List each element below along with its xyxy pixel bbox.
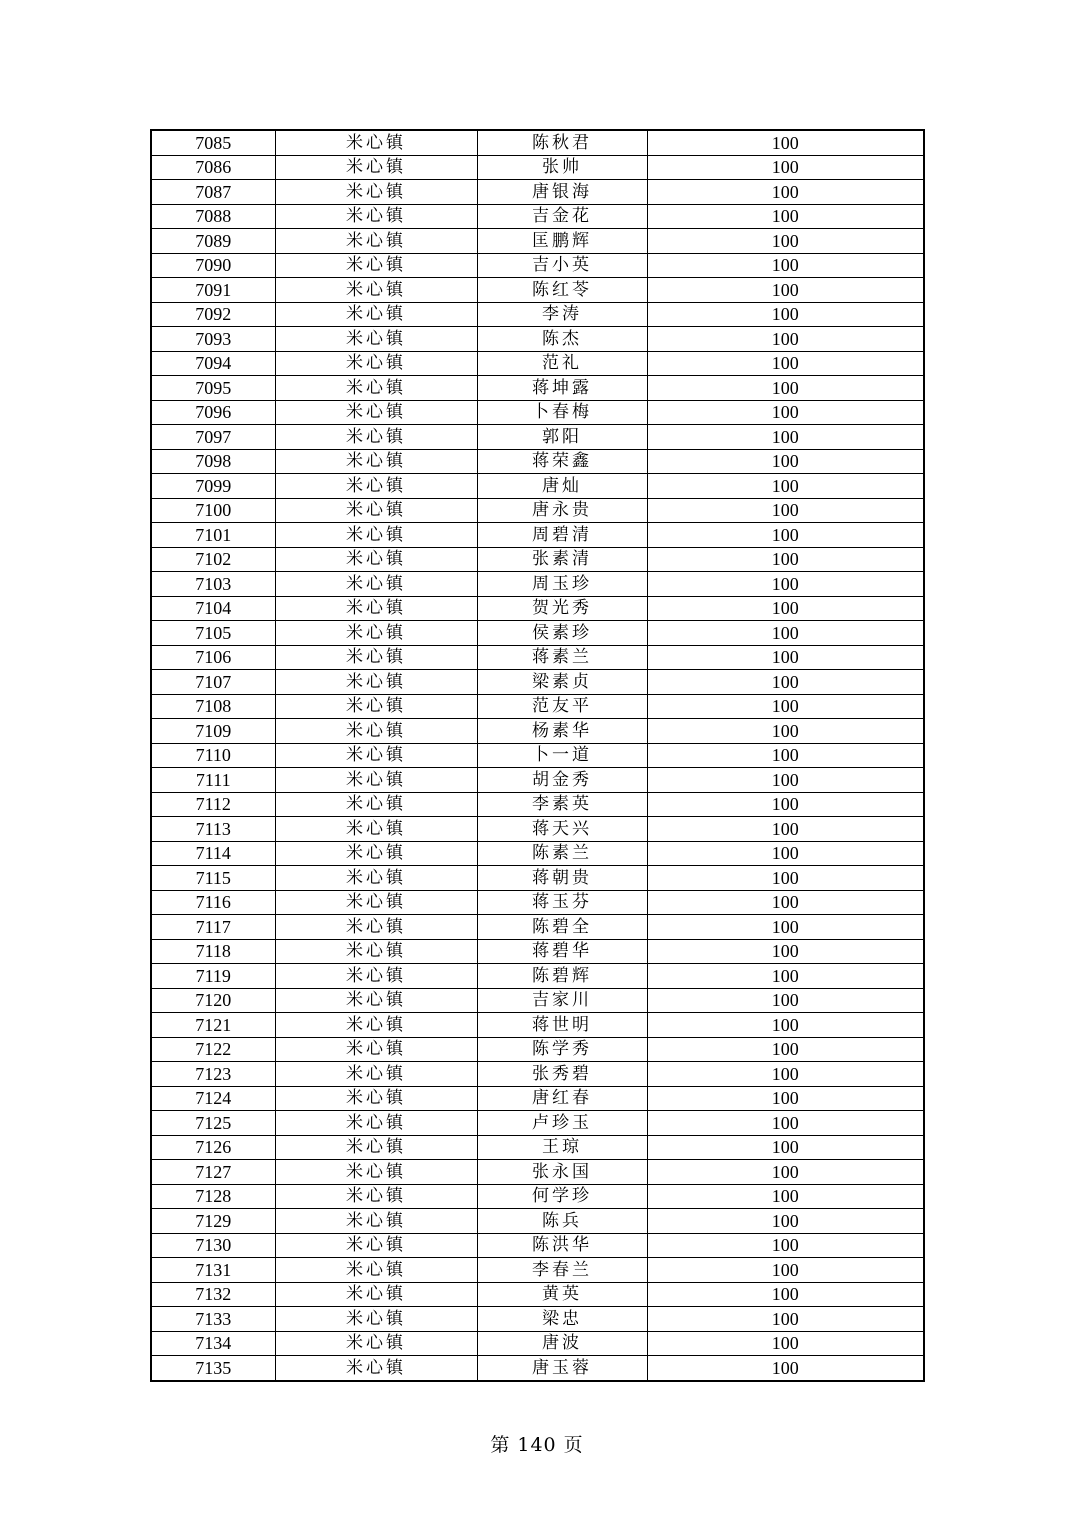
page-number: 第 140 页 bbox=[490, 1434, 584, 1456]
row-number-cell: 7118 bbox=[151, 939, 275, 964]
town-cell: 米心镇 bbox=[275, 155, 477, 180]
amount-cell: 100 bbox=[647, 1209, 924, 1234]
town-cell: 米心镇 bbox=[275, 621, 477, 646]
table-row bbox=[151, 572, 924, 597]
row-number-cell: 7097 bbox=[151, 425, 275, 450]
table-row bbox=[151, 694, 924, 719]
amount-cell: 100 bbox=[647, 400, 924, 425]
town-cell: 米心镇 bbox=[275, 449, 477, 474]
town-cell: 米心镇 bbox=[275, 1062, 477, 1087]
town-cell: 米心镇 bbox=[275, 253, 477, 278]
row-number-cell: 7086 bbox=[151, 155, 275, 180]
row-number-cell: 7115 bbox=[151, 866, 275, 891]
table-row bbox=[151, 523, 924, 548]
amount-cell: 100 bbox=[647, 988, 924, 1013]
town-cell: 米心镇 bbox=[275, 1307, 477, 1332]
table-row bbox=[151, 841, 924, 866]
row-number-cell: 7122 bbox=[151, 1037, 275, 1062]
amount-cell: 100 bbox=[647, 1356, 924, 1381]
amount-cell: 100 bbox=[647, 474, 924, 499]
town-cell: 米心镇 bbox=[275, 841, 477, 866]
town-cell: 米心镇 bbox=[275, 645, 477, 670]
table-row bbox=[151, 645, 924, 670]
town-cell: 米心镇 bbox=[275, 547, 477, 572]
town-cell: 米心镇 bbox=[275, 425, 477, 450]
amount-cell: 100 bbox=[647, 792, 924, 817]
person-name-cell: 卢珍玉 bbox=[477, 1111, 647, 1136]
row-number-cell: 7120 bbox=[151, 988, 275, 1013]
person-name-cell: 周碧清 bbox=[477, 523, 647, 548]
amount-cell: 100 bbox=[647, 130, 924, 155]
town-cell: 米心镇 bbox=[275, 1037, 477, 1062]
amount-cell: 100 bbox=[647, 1282, 924, 1307]
amount-cell: 100 bbox=[647, 645, 924, 670]
person-name-cell: 卜一道 bbox=[477, 743, 647, 768]
amount-cell: 100 bbox=[647, 1233, 924, 1258]
table-row bbox=[151, 1209, 924, 1234]
town-cell: 米心镇 bbox=[275, 694, 477, 719]
amount-cell: 100 bbox=[647, 351, 924, 376]
person-name-cell: 何学珍 bbox=[477, 1184, 647, 1209]
table-row bbox=[151, 327, 924, 352]
amount-cell: 100 bbox=[647, 523, 924, 548]
town-cell: 米心镇 bbox=[275, 229, 477, 254]
person-name-cell: 李涛 bbox=[477, 302, 647, 327]
row-number-cell: 7130 bbox=[151, 1233, 275, 1258]
amount-cell: 100 bbox=[647, 498, 924, 523]
table-row bbox=[151, 817, 924, 842]
amount-cell: 100 bbox=[647, 155, 924, 180]
table-row bbox=[151, 180, 924, 205]
amount-cell: 100 bbox=[647, 1184, 924, 1209]
amount-cell: 100 bbox=[647, 204, 924, 229]
amount-cell: 100 bbox=[647, 890, 924, 915]
amount-cell: 100 bbox=[647, 547, 924, 572]
town-cell: 米心镇 bbox=[275, 670, 477, 695]
table-row bbox=[151, 130, 924, 155]
town-cell: 米心镇 bbox=[275, 400, 477, 425]
amount-cell: 100 bbox=[647, 621, 924, 646]
town-cell: 米心镇 bbox=[275, 1160, 477, 1185]
row-number-cell: 7102 bbox=[151, 547, 275, 572]
row-number-cell: 7127 bbox=[151, 1160, 275, 1185]
town-cell: 米心镇 bbox=[275, 866, 477, 891]
table-row bbox=[151, 621, 924, 646]
person-name-cell: 蒋荣鑫 bbox=[477, 449, 647, 474]
person-name-cell: 李春兰 bbox=[477, 1258, 647, 1283]
town-cell: 米心镇 bbox=[275, 817, 477, 842]
amount-cell: 100 bbox=[647, 449, 924, 474]
table-row bbox=[151, 547, 924, 572]
roster-table-body bbox=[151, 130, 924, 1381]
table-row bbox=[151, 1356, 924, 1381]
amount-cell: 100 bbox=[647, 302, 924, 327]
person-name-cell: 吉金花 bbox=[477, 204, 647, 229]
table-row bbox=[151, 792, 924, 817]
person-name-cell: 范友平 bbox=[477, 694, 647, 719]
amount-cell: 100 bbox=[647, 1331, 924, 1356]
person-name-cell: 唐波 bbox=[477, 1331, 647, 1356]
table-row bbox=[151, 155, 924, 180]
row-number-cell: 7116 bbox=[151, 890, 275, 915]
person-name-cell: 唐银海 bbox=[477, 180, 647, 205]
person-name-cell: 蒋碧华 bbox=[477, 939, 647, 964]
person-name-cell: 黄英 bbox=[477, 1282, 647, 1307]
person-name-cell: 匡鹏辉 bbox=[477, 229, 647, 254]
row-number-cell: 7133 bbox=[151, 1307, 275, 1332]
row-number-cell: 7107 bbox=[151, 670, 275, 695]
person-name-cell: 唐玉蓉 bbox=[477, 1356, 647, 1381]
table-row bbox=[151, 890, 924, 915]
town-cell: 米心镇 bbox=[275, 180, 477, 205]
person-name-cell: 蒋玉芬 bbox=[477, 890, 647, 915]
amount-cell: 100 bbox=[647, 229, 924, 254]
table-row bbox=[151, 915, 924, 940]
table-row bbox=[151, 474, 924, 499]
row-number-cell: 7104 bbox=[151, 596, 275, 621]
amount-cell: 100 bbox=[647, 719, 924, 744]
town-cell: 米心镇 bbox=[275, 743, 477, 768]
amount-cell: 100 bbox=[647, 1086, 924, 1111]
town-cell: 米心镇 bbox=[275, 890, 477, 915]
person-name-cell: 蒋坤露 bbox=[477, 376, 647, 401]
row-number-cell: 7134 bbox=[151, 1331, 275, 1356]
table-row bbox=[151, 1013, 924, 1038]
amount-cell: 100 bbox=[647, 1111, 924, 1136]
town-cell: 米心镇 bbox=[275, 1356, 477, 1381]
table-row bbox=[151, 1282, 924, 1307]
town-cell: 米心镇 bbox=[275, 376, 477, 401]
person-name-cell: 陈兵 bbox=[477, 1209, 647, 1234]
town-cell: 米心镇 bbox=[275, 1331, 477, 1356]
table-row bbox=[151, 449, 924, 474]
town-cell: 米心镇 bbox=[275, 572, 477, 597]
amount-cell: 100 bbox=[647, 1062, 924, 1087]
town-cell: 米心镇 bbox=[275, 204, 477, 229]
amount-cell: 100 bbox=[647, 596, 924, 621]
row-number-cell: 7093 bbox=[151, 327, 275, 352]
amount-cell: 100 bbox=[647, 939, 924, 964]
row-number-cell: 7126 bbox=[151, 1135, 275, 1160]
person-name-cell: 梁素贞 bbox=[477, 670, 647, 695]
town-cell: 米心镇 bbox=[275, 596, 477, 621]
person-name-cell: 王琼 bbox=[477, 1135, 647, 1160]
row-number-cell: 7110 bbox=[151, 743, 275, 768]
person-name-cell: 吉小英 bbox=[477, 253, 647, 278]
person-name-cell: 陈红苓 bbox=[477, 278, 647, 303]
table-row bbox=[151, 376, 924, 401]
table-row bbox=[151, 229, 924, 254]
town-cell: 米心镇 bbox=[275, 792, 477, 817]
person-name-cell: 唐红春 bbox=[477, 1086, 647, 1111]
row-number-cell: 7099 bbox=[151, 474, 275, 499]
person-name-cell: 胡金秀 bbox=[477, 768, 647, 793]
table-row bbox=[151, 1233, 924, 1258]
row-number-cell: 7095 bbox=[151, 376, 275, 401]
row-number-cell: 7106 bbox=[151, 645, 275, 670]
row-number-cell: 7085 bbox=[151, 130, 275, 155]
row-number-cell: 7108 bbox=[151, 694, 275, 719]
person-name-cell: 陈碧辉 bbox=[477, 964, 647, 989]
amount-cell: 100 bbox=[647, 841, 924, 866]
person-name-cell: 蒋世明 bbox=[477, 1013, 647, 1038]
row-number-cell: 7117 bbox=[151, 915, 275, 940]
amount-cell: 100 bbox=[647, 1160, 924, 1185]
person-name-cell: 周玉珍 bbox=[477, 572, 647, 597]
town-cell: 米心镇 bbox=[275, 1086, 477, 1111]
person-name-cell: 郭阳 bbox=[477, 425, 647, 450]
town-cell: 米心镇 bbox=[275, 302, 477, 327]
person-name-cell: 侯素珍 bbox=[477, 621, 647, 646]
town-cell: 米心镇 bbox=[275, 1282, 477, 1307]
town-cell: 米心镇 bbox=[275, 1233, 477, 1258]
person-name-cell: 卜春梅 bbox=[477, 400, 647, 425]
amount-cell: 100 bbox=[647, 670, 924, 695]
person-name-cell: 梁忠 bbox=[477, 1307, 647, 1332]
amount-cell: 100 bbox=[647, 817, 924, 842]
row-number-cell: 7123 bbox=[151, 1062, 275, 1087]
table-row bbox=[151, 988, 924, 1013]
amount-cell: 100 bbox=[647, 1037, 924, 1062]
person-name-cell: 陈秋君 bbox=[477, 130, 647, 155]
row-number-cell: 7100 bbox=[151, 498, 275, 523]
town-cell: 米心镇 bbox=[275, 1135, 477, 1160]
person-name-cell: 杨素华 bbox=[477, 719, 647, 744]
table-row bbox=[151, 1062, 924, 1087]
table-row bbox=[151, 1258, 924, 1283]
table-row bbox=[151, 204, 924, 229]
town-cell: 米心镇 bbox=[275, 939, 477, 964]
town-cell: 米心镇 bbox=[275, 523, 477, 548]
table-row bbox=[151, 1331, 924, 1356]
table-row bbox=[151, 302, 924, 327]
amount-cell: 100 bbox=[647, 1307, 924, 1332]
table-row bbox=[151, 278, 924, 303]
row-number-cell: 7129 bbox=[151, 1209, 275, 1234]
table-row bbox=[151, 253, 924, 278]
town-cell: 米心镇 bbox=[275, 1258, 477, 1283]
person-name-cell: 张帅 bbox=[477, 155, 647, 180]
person-name-cell: 陈素兰 bbox=[477, 841, 647, 866]
row-number-cell: 7112 bbox=[151, 792, 275, 817]
row-number-cell: 7135 bbox=[151, 1356, 275, 1381]
person-name-cell: 陈杰 bbox=[477, 327, 647, 352]
person-name-cell: 蒋素兰 bbox=[477, 645, 647, 670]
town-cell: 米心镇 bbox=[275, 474, 477, 499]
row-number-cell: 7125 bbox=[151, 1111, 275, 1136]
amount-cell: 100 bbox=[647, 327, 924, 352]
town-cell: 米心镇 bbox=[275, 1209, 477, 1234]
person-name-cell: 贺光秀 bbox=[477, 596, 647, 621]
person-name-cell: 吉家川 bbox=[477, 988, 647, 1013]
table-row bbox=[151, 351, 924, 376]
amount-cell: 100 bbox=[647, 1258, 924, 1283]
amount-cell: 100 bbox=[647, 694, 924, 719]
person-name-cell: 蒋天兴 bbox=[477, 817, 647, 842]
row-number-cell: 7098 bbox=[151, 449, 275, 474]
row-number-cell: 7091 bbox=[151, 278, 275, 303]
town-cell: 米心镇 bbox=[275, 915, 477, 940]
table-row bbox=[151, 1160, 924, 1185]
table-row bbox=[151, 1037, 924, 1062]
row-number-cell: 7111 bbox=[151, 768, 275, 793]
table-row bbox=[151, 1111, 924, 1136]
town-cell: 米心镇 bbox=[275, 327, 477, 352]
row-number-cell: 7132 bbox=[151, 1282, 275, 1307]
person-name-cell: 张秀碧 bbox=[477, 1062, 647, 1087]
table-row bbox=[151, 939, 924, 964]
table-row bbox=[151, 866, 924, 891]
table-row bbox=[151, 596, 924, 621]
table-row bbox=[151, 964, 924, 989]
amount-cell: 100 bbox=[647, 866, 924, 891]
amount-cell: 100 bbox=[647, 180, 924, 205]
table-row bbox=[151, 1307, 924, 1332]
amount-cell: 100 bbox=[647, 253, 924, 278]
table-row bbox=[151, 400, 924, 425]
row-number-cell: 7131 bbox=[151, 1258, 275, 1283]
table-row bbox=[151, 1086, 924, 1111]
table-row bbox=[151, 670, 924, 695]
table-row bbox=[151, 425, 924, 450]
row-number-cell: 7092 bbox=[151, 302, 275, 327]
row-number-cell: 7090 bbox=[151, 253, 275, 278]
table-row bbox=[151, 498, 924, 523]
town-cell: 米心镇 bbox=[275, 130, 477, 155]
person-name-cell: 范礼 bbox=[477, 351, 647, 376]
town-cell: 米心镇 bbox=[275, 498, 477, 523]
town-cell: 米心镇 bbox=[275, 1111, 477, 1136]
town-cell: 米心镇 bbox=[275, 964, 477, 989]
table-row bbox=[151, 743, 924, 768]
row-number-cell: 7088 bbox=[151, 204, 275, 229]
table-row bbox=[151, 1135, 924, 1160]
amount-cell: 100 bbox=[647, 376, 924, 401]
town-cell: 米心镇 bbox=[275, 768, 477, 793]
row-number-cell: 7114 bbox=[151, 841, 275, 866]
row-number-cell: 7121 bbox=[151, 1013, 275, 1038]
amount-cell: 100 bbox=[647, 425, 924, 450]
person-name-cell: 张永国 bbox=[477, 1160, 647, 1185]
town-cell: 米心镇 bbox=[275, 1013, 477, 1038]
amount-cell: 100 bbox=[647, 572, 924, 597]
row-number-cell: 7096 bbox=[151, 400, 275, 425]
person-name-cell: 陈碧全 bbox=[477, 915, 647, 940]
amount-cell: 100 bbox=[647, 278, 924, 303]
town-cell: 米心镇 bbox=[275, 719, 477, 744]
town-cell: 米心镇 bbox=[275, 988, 477, 1013]
row-number-cell: 7089 bbox=[151, 229, 275, 254]
row-number-cell: 7101 bbox=[151, 523, 275, 548]
row-number-cell: 7128 bbox=[151, 1184, 275, 1209]
person-name-cell: 陈学秀 bbox=[477, 1037, 647, 1062]
amount-cell: 100 bbox=[647, 743, 924, 768]
town-cell: 米心镇 bbox=[275, 1184, 477, 1209]
amount-cell: 100 bbox=[647, 1135, 924, 1160]
person-name-cell: 蒋朝贵 bbox=[477, 866, 647, 891]
row-number-cell: 7119 bbox=[151, 964, 275, 989]
row-number-cell: 7109 bbox=[151, 719, 275, 744]
table-row bbox=[151, 768, 924, 793]
town-cell: 米心镇 bbox=[275, 351, 477, 376]
amount-cell: 100 bbox=[647, 768, 924, 793]
row-number-cell: 7124 bbox=[151, 1086, 275, 1111]
roster-table bbox=[150, 129, 925, 1382]
row-number-cell: 7094 bbox=[151, 351, 275, 376]
amount-cell: 100 bbox=[647, 964, 924, 989]
person-name-cell: 唐灿 bbox=[477, 474, 647, 499]
table-row bbox=[151, 719, 924, 744]
row-number-cell: 7103 bbox=[151, 572, 275, 597]
person-name-cell: 唐永贵 bbox=[477, 498, 647, 523]
row-number-cell: 7105 bbox=[151, 621, 275, 646]
table-row bbox=[151, 1184, 924, 1209]
person-name-cell: 张素清 bbox=[477, 547, 647, 572]
town-cell: 米心镇 bbox=[275, 278, 477, 303]
row-number-cell: 7087 bbox=[151, 180, 275, 205]
row-number-cell: 7113 bbox=[151, 817, 275, 842]
person-name-cell: 李素英 bbox=[477, 792, 647, 817]
person-name-cell: 陈洪华 bbox=[477, 1233, 647, 1258]
amount-cell: 100 bbox=[647, 915, 924, 940]
amount-cell: 100 bbox=[647, 1013, 924, 1038]
